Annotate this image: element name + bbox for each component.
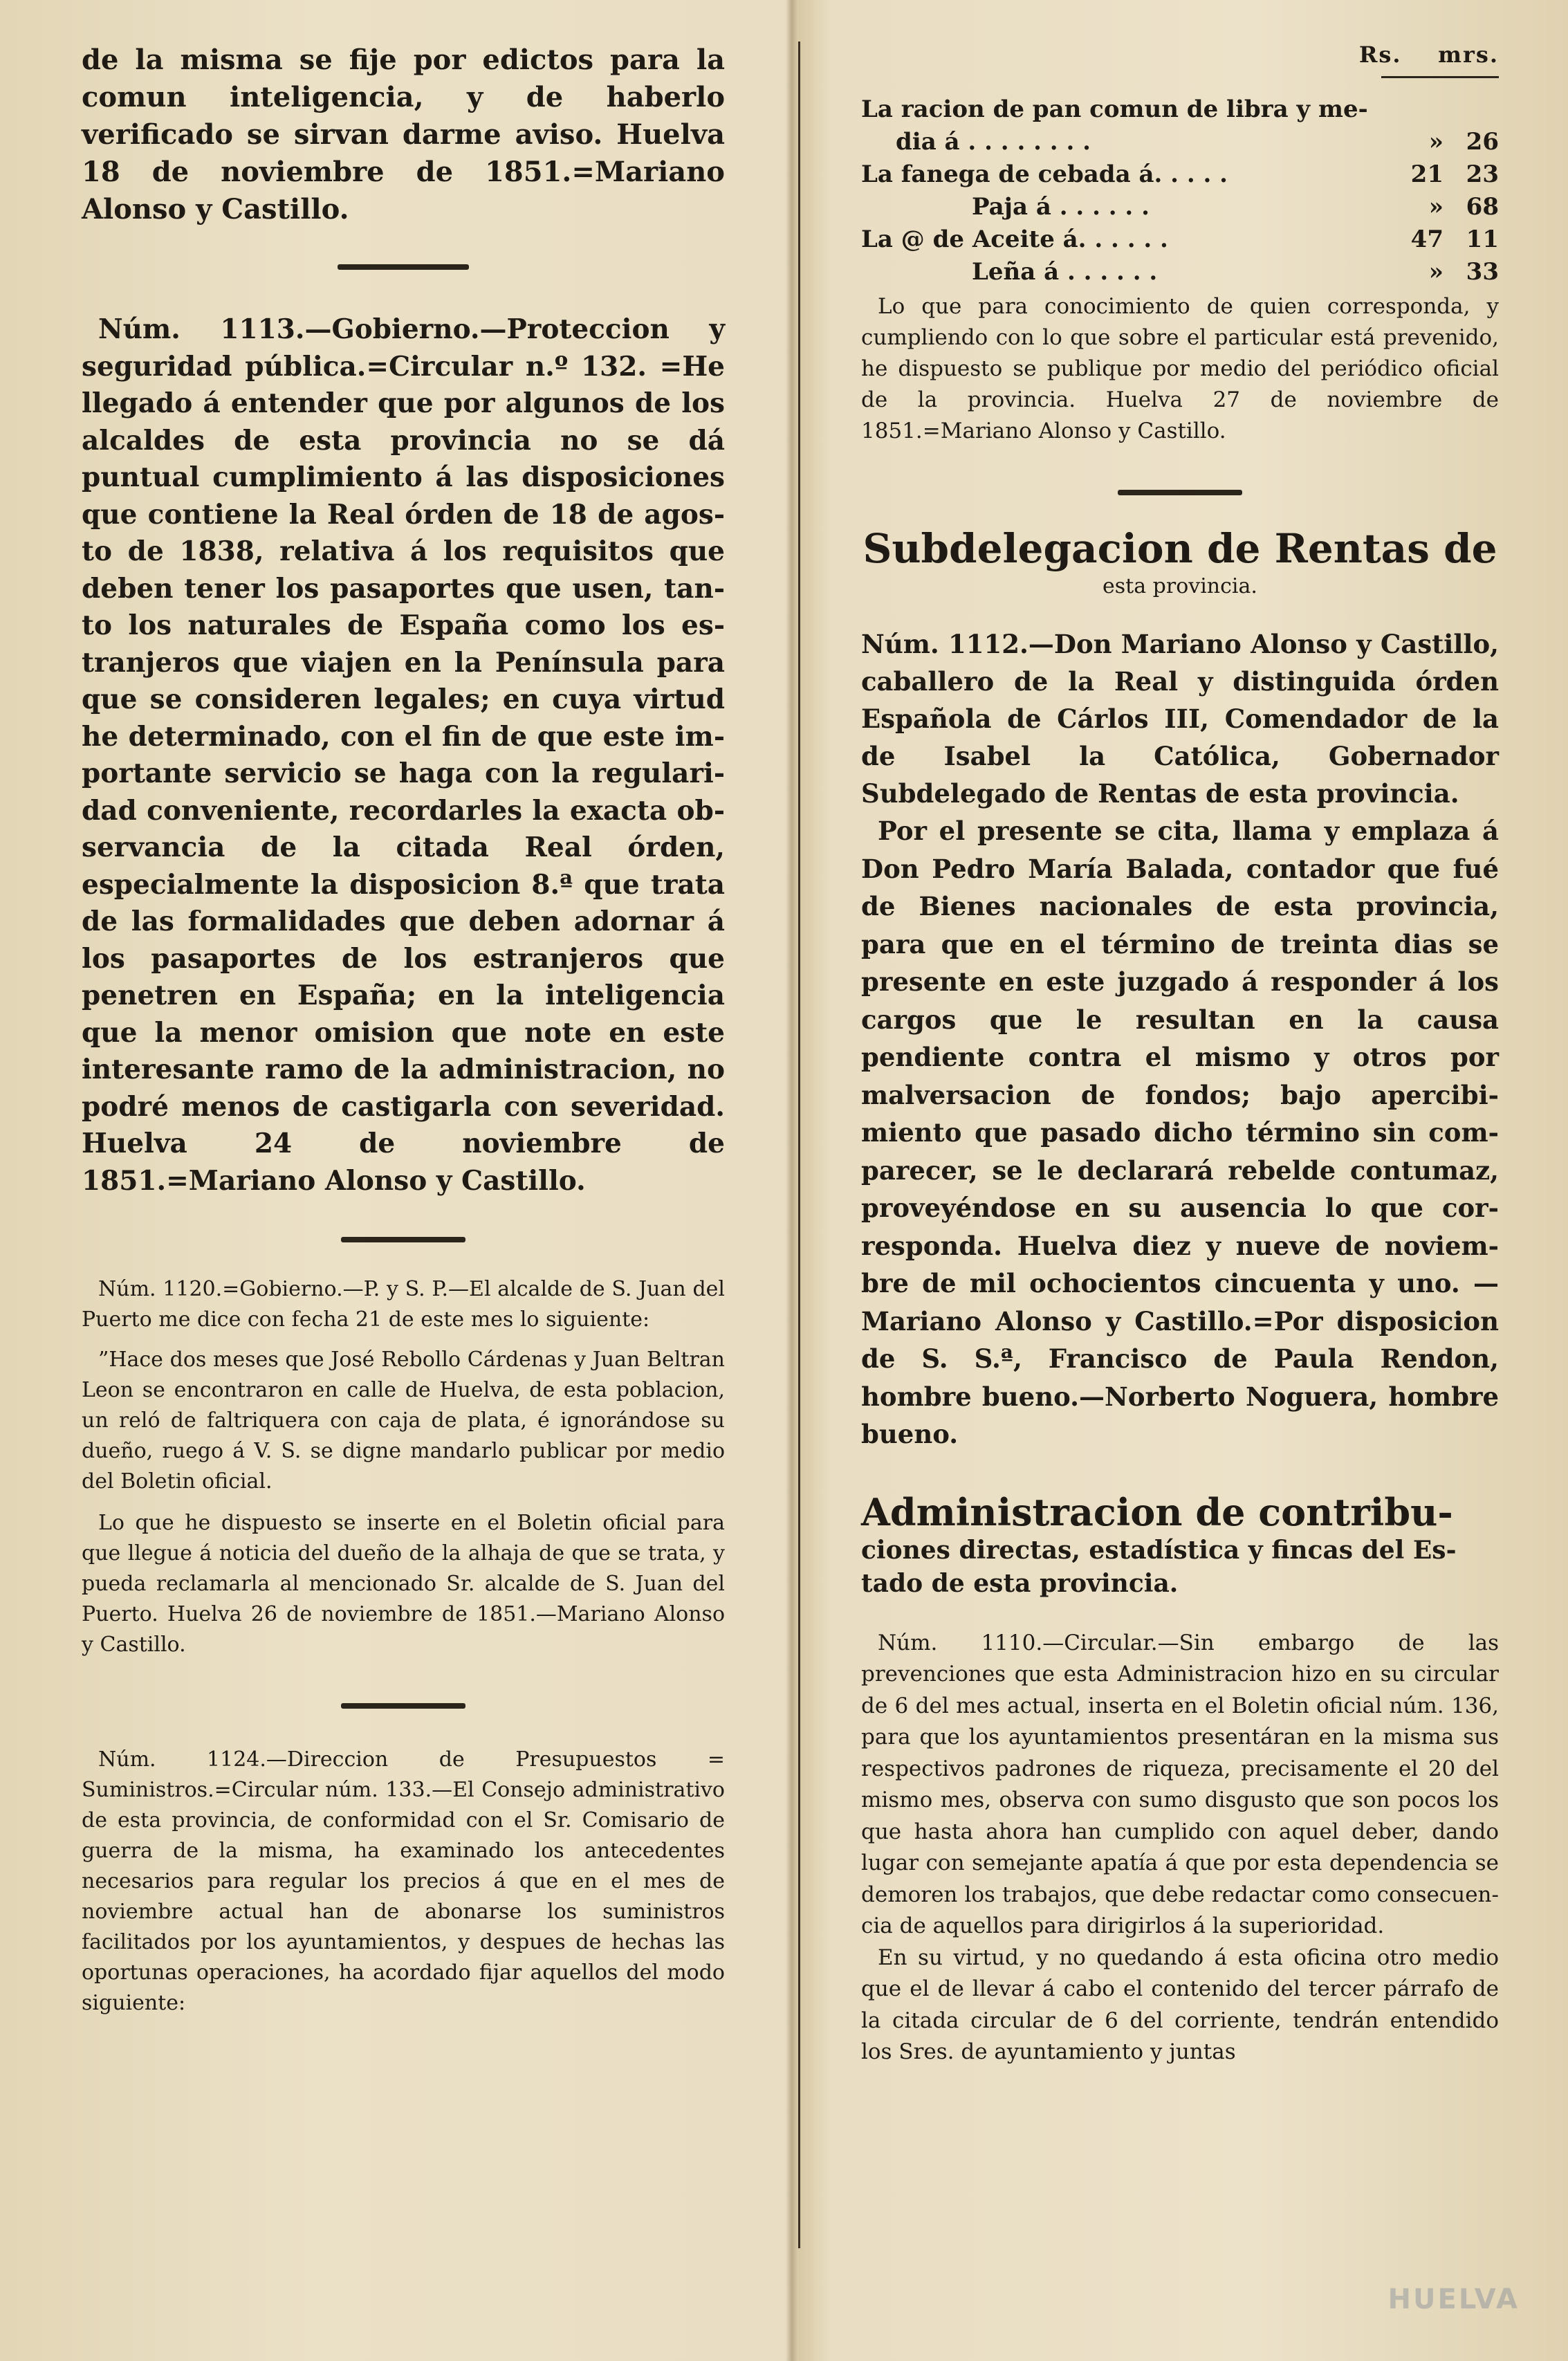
- section-subheading-rentas: esta provincia.: [1103, 574, 1257, 598]
- price-mrs: 68: [1466, 193, 1499, 221]
- price-mrs: 11: [1466, 226, 1499, 253]
- section-rule: [338, 264, 469, 270]
- price-label: La @ de Aceite á. . . . . .: [861, 226, 1168, 253]
- paragraph-1110-circular: Núm. 1110.—Circular.—Sin embargo de las prevenciones que esta Administracion hizo en su circular de 6 del mes actual, inserta en el Boletin oficial núm. 136, para que los ayuntamientos presentáran en la misma sus respectivos padrones de riqueza, precisamente el 20 del mismo mes, observa con sumo disgusto que son pocos los que hasta ahora han cumplido con aquel deber, dando lugar con semejante apatía á que por esta dependencia se demoren los trabajos, que debe redactar como consecuencia de aquellos para dirigirlos á la superioridad.: [861, 1630, 1499, 1938]
- price-rs: [1381, 93, 1444, 126]
- price-table-header: [861, 42, 1499, 68]
- section-heading-contribuciones: Administracion de contribu-: [861, 1489, 1453, 1534]
- header-rule: [1381, 76, 1499, 78]
- mrs-label: mrs.: [1438, 42, 1499, 68]
- price-label: dia á . . . . . . . .: [896, 128, 1091, 156]
- archive-watermark: [1354, 2284, 1520, 2346]
- section-rule: [341, 1237, 465, 1242]
- paragraph-1120-intro: Núm. 1120.=Gobierno.—P. y S. P.—El alcalde de S. Juan del Puerto me dice con fecha 21 de este mes lo siguiente:: [82, 1277, 725, 1332]
- price-label: La fanega de cebada á. . . . .: [861, 160, 1228, 188]
- price-row: [861, 223, 1499, 256]
- price-mrs: 23: [1466, 160, 1499, 188]
- paragraph-1120-close: Lo que he dispuesto se inserte en el Boletin oficial para que llegue á noticia del dueño de la alhaja de que se trata, y pueda reclamarla al mencionado Sr. alcalde de S. Juan del Puerto. Huelva 26 de noviembre de 1851.—Mariano Alonso y Castillo.: [82, 1511, 725, 1657]
- paragraph-1113-passports: Núm. 1113.—Gobierno.—Proteccion y seguridad pública.=Circular n.º 132. =He llegado á entender que por algunos de los alcaldes de esta provincia no se dá puntual cumplimiento á las disposiciones que contiene la Real órden de 18 de agosto de 1838, relativa á los requisitos que deben tener los pasaportes que usen, tanto los naturales de España como los estranjeros que viajen en la Península para que se consideren legales; en cuya virtud he determinado, con el fin de que este importante servicio se haga con la regularidad conveniente, recordarles la exacta observancia de la citada Real órden, especialmente la disposicion 8.ª que trata de las formalidades que deben adornar á los pasaportes de los estranjeros que penetren en España; en la inteligencia que la menor omision que note en este interesante ramo de la administracion, no podré menos de castigarla con severidad. Huelva 24 de noviembre de 1851.=Mariano Alonso y Castillo.: [82, 313, 725, 1197]
- paragraph-1120-quote: ”Hace dos meses que José Rebollo Cárdenas y Juan Beltran Leon se encontraron en calle de Huelva, de esta poblacion, un reló de faltriquera con caja de plata, é ignorándose su dueño, ruego á V. S. se digne mandarlo publicar por medio del Boletin oficial.: [82, 1348, 725, 1494]
- paragraph-prices-close: Lo que para conocimiento de quien corresponda, y cumpliendo con lo que sobre el particular está prevenido, he dispuesto se publique por medio del periódico oficial de la provincia. Huelva 27 de noviembre de 1851.=Mariano Alonso y Castillo.: [861, 294, 1499, 443]
- price-row: [861, 191, 1499, 223]
- price-rs: »: [1428, 193, 1444, 221]
- price-table: [861, 93, 1499, 288]
- price-rs: »: [1428, 258, 1444, 286]
- price-rs: »: [1428, 128, 1444, 156]
- section-rule: [341, 1703, 465, 1709]
- right-column: [861, 42, 1499, 2068]
- column-divider: [798, 42, 800, 2248]
- price-rs: 47: [1410, 226, 1444, 253]
- paragraph-1112-summons: Por el presente se cita, llama y emplaza á Don Pedro María Balada, contador que fué de Bienes nacionales de esta provincia, para que en el término de treinta dias se presente en este juzgado á responder á los cargos que le resultan en la causa pendiente contra el mismo y otros por malversacion de fondos; bajo apercibimiento que pasado dicho término sin comparecer, se le declarará rebelde contumaz, proveyéndose en su ausencia lo que corresponda. Huelva diez y nueve de noviembre de mil ochocientos cincuenta y uno. —Mariano Alonso y Castillo.=Por disposicion de S. S.ª, Francisco de Paula Rendon, hombre bueno.—Norberto Noguera, hombre bueno.: [861, 816, 1499, 1449]
- paragraph-1110-continued: En su virtud, y no quedando á esta oficina otro medio que el de llevar á cabo el contenido del tercer párrafo de la citada circular de 6 del corriente, tendrán entendido los Sres. de ayuntamiento y juntas: [861, 1945, 1499, 2064]
- price-mrs: [1444, 93, 1499, 126]
- section-rule: [1118, 490, 1242, 495]
- section-heading-rentas: Subdelegacion de Rentas de: [863, 525, 1497, 572]
- price-row: [861, 158, 1499, 191]
- price-label: Leña á . . . . . .: [972, 258, 1158, 286]
- price-row: [861, 256, 1499, 288]
- price-label: Paja á . . . . . .: [972, 193, 1150, 221]
- section-subheading-contribuciones: ciones directas, estadística y fincas del Estado de esta provincia.: [861, 1535, 1457, 1598]
- price-row: [861, 93, 1499, 126]
- price-row: [861, 126, 1499, 158]
- price-mrs: 26: [1466, 128, 1499, 156]
- price-rs: 21: [1410, 160, 1444, 188]
- paragraph-1124-intro: Núm. 1124.—Direccion de Presupuestos = Suministros.=Circular núm. 133.—El Consejo administrativo de esta provincia, de conformidad con el Sr. Comisario de guerra de la misma, ha examinado los antecedentes necesarios para regular los precios á que en el mes de noviembre actual han de abonarse los suministros facilitados por los ayuntamientos, y despues de hechas las oportunas operaciones, ha acordado fijar aquellos del modo siguiente:: [82, 1747, 725, 2015]
- paragraph-1112-title: Núm. 1112.—Don Mariano Alonso y Castillo, caballero de la Real y distinguida órden Española de Cárlos III, Comendador de la de Isabel la Católica, Gobernador Subdelegado de Rentas de esta provincia.: [861, 629, 1499, 809]
- watermark-text: HUELVA: [1387, 2284, 1520, 2315]
- paragraph-edict-end: de la misma se fije por edictos para la comun inteligencia, y de haberlo verificado se sirvan darme aviso. Huelva 18 de noviembre de 1851.=Mariano Alonso y Castillo.: [82, 44, 725, 226]
- price-label: La racion de pan comun de libra y me-: [861, 95, 1368, 123]
- price-mrs: 33: [1466, 258, 1499, 286]
- left-column: [82, 42, 725, 2019]
- page-fold: [786, 0, 798, 2361]
- rs-label: Rs.: [1358, 42, 1402, 68]
